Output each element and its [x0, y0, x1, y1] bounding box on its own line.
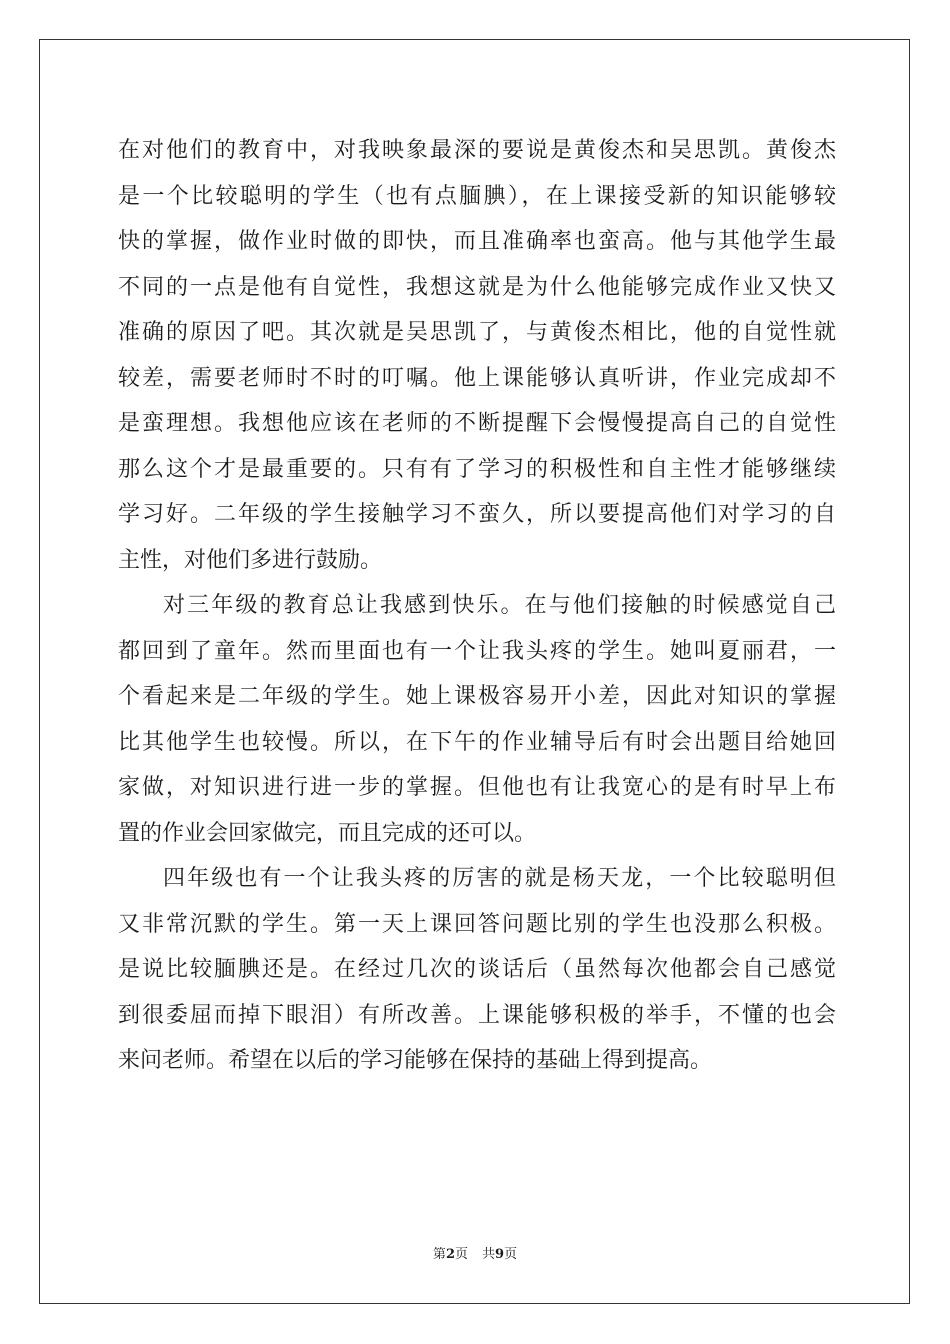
text-line: 比其他学生也较慢。所以，在下午的作业辅导后有时会出题目给她回 [118, 729, 836, 755]
text-line: 是蛮理想。我想他应该在老师的不断提醒下会慢慢提高自己的自觉性 [118, 411, 836, 436]
text-line: 又非常沉默的学生。第一天上课回答问题比别的学生也没那么积极。 [118, 911, 836, 937]
paragraph [118, 128, 836, 583]
text-line: 是一个比较聪明的学生（也有点腼腆），在上课接受新的知识能够较 [118, 183, 836, 209]
text-line: 准确的原因了吧。其次就是吴思凯了，与黄俊杰相比，他的自觉性就 [118, 320, 836, 345]
text-line: 对三年级的教育总让我感到快乐。在与他们接触的时候感觉自己 [163, 593, 836, 618]
text-line: 较差，需要老师时不时的叮嘱。他上课能够认真听讲，作业完成却不 [118, 365, 836, 391]
text-line: 来问老师。希望在以后的学习能够在保持的基础上得到提高。 [118, 1048, 713, 1073]
text-line: 快的掌握，做作业时做的即快，而且准确率也蛮高。他与其他学生最 [118, 229, 836, 254]
text-line: 都回到了童年。然而里面也有一个让我头疼的学生。她叫夏丽君，一 [118, 638, 836, 664]
text-line: 是说比较腼腆还是。在经过几次的谈话后（虽然每次他都会自己感觉 [118, 957, 836, 982]
text-line: 到很委屈而掉下眼泪）有所改善。上课能够积极的举手，不懂的也会 [118, 1002, 836, 1028]
text-line: 个看起来是二年级的学生。她上课极容易开小差，因此对知识的掌握 [118, 684, 836, 709]
text-line: 主性，对他们多进行鼓励。 [118, 547, 383, 573]
paragraph [118, 856, 836, 1084]
text-line: 四年级也有一个让我头疼的厉害的就是杨天龙，一个比较聪明但 [163, 866, 836, 891]
text-line: 那么这个才是最重要的。只有有了学习的积极性和自主性才能够继续 [118, 456, 836, 482]
total-pages-indicator: 共9页 [482, 1247, 518, 1262]
paragraph [118, 583, 836, 856]
text-line: 家做，对知识进行进一步的掌握。但他也有让我宽心的是有时早上布 [118, 775, 836, 800]
text-line: 置的作业会回家做完，而且完成的还可以。 [118, 820, 537, 846]
text-line: 学习好。二年级的学生接触学习不蛮久，所以要提高他们对学习的自 [118, 502, 836, 527]
text-line: 在对他们的教育中，对我映象最深的要说是黄俊杰和吴思凯。黄俊杰 [118, 138, 836, 163]
page-footer [0, 1246, 950, 1264]
text-line: 不同的一点是他有自觉性，我想这就是为什么他能够完成作业又快又 [118, 274, 836, 300]
page-indicator: 第2页 [432, 1247, 468, 1262]
document-body [118, 128, 836, 1084]
